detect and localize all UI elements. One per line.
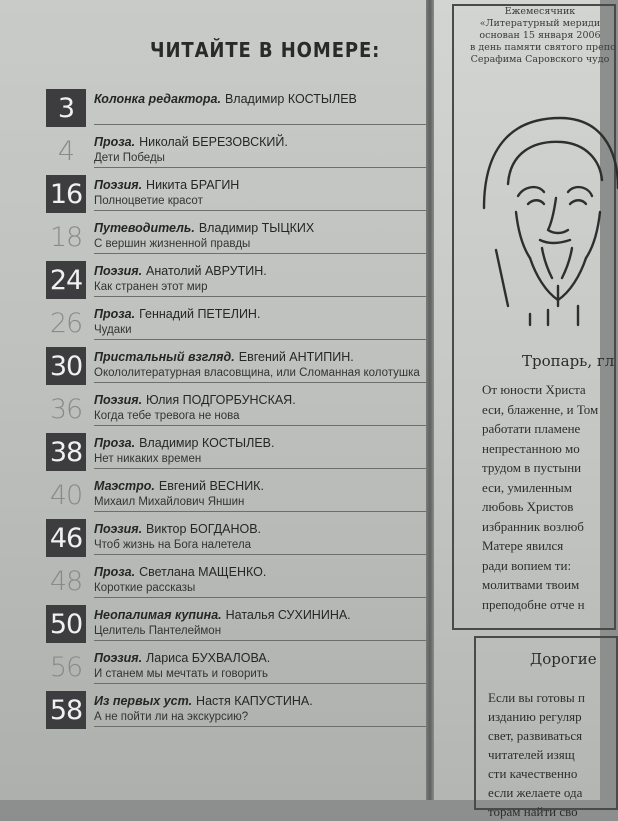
article-title: С вершин жизненной правды: [94, 238, 251, 250]
author: Светлана МАЩЕНКО.: [139, 565, 267, 579]
author: Евгений АНТИПИН.: [238, 350, 354, 364]
divider: [94, 597, 426, 598]
rubric: Поэзия.: [94, 651, 143, 665]
table-of-contents: [46, 88, 426, 733]
masthead-line: Ежемесячник: [504, 6, 576, 17]
appeal-title: Дорогие: [530, 650, 597, 668]
page-number: 4: [57, 135, 75, 167]
rubric: Проза.: [94, 436, 136, 450]
page-number: 58: [46, 691, 86, 729]
divider: [94, 683, 426, 684]
rubric: Поэзия.: [94, 178, 143, 192]
saint-icon-illustration: [478, 100, 600, 330]
masthead-line: «Литературный мериди: [479, 18, 601, 29]
article-title: Чтоб жизнь на Бога налетела: [94, 539, 252, 551]
page-number: 46: [46, 519, 86, 557]
divider: [94, 511, 426, 512]
rubric: Поэзия.: [94, 522, 143, 536]
troparion-line: преподобне отче н: [482, 596, 585, 612]
toc-item: [46, 518, 426, 561]
author: Владимир ТЫЦКИХ: [198, 221, 315, 235]
article-title: Дети Победы: [94, 152, 165, 164]
troparion-line: трудом в пустыни: [482, 460, 582, 475]
author: Владимир КОСТЫЛЕВ.: [139, 436, 275, 450]
appeal-line: свет, развиваться: [488, 728, 583, 743]
page-number: 48: [49, 565, 83, 597]
masthead-line: Серафима Саровского чудо: [470, 54, 610, 65]
author: Никита БРАГИН: [146, 178, 240, 192]
toc-item: [46, 647, 426, 690]
toc-item: [46, 432, 426, 475]
page-number: 36: [49, 393, 83, 425]
article-title: Когда тебе тревога не нова: [94, 410, 240, 422]
article-title: Окололитературная власовщина, или Сломанная колотушка: [94, 367, 420, 379]
appeal-line: если желаете ода: [488, 785, 583, 800]
book-spine: [426, 0, 434, 800]
article-title: Нет никаких времен: [94, 453, 202, 465]
appeal-line: изданию регуляр: [488, 709, 582, 724]
troparion-line: любовь Христов: [482, 499, 574, 514]
author: Наталья СУХИНИНА.: [225, 608, 351, 622]
toc-item: [46, 131, 426, 174]
appeal-line: Если вы готовы п: [488, 690, 585, 705]
masthead-line: в день памяти святого препо: [470, 42, 616, 53]
toc-item: [46, 303, 426, 346]
rubric: Колонка редактора.: [94, 92, 221, 106]
troparion-line: непрестанною мо: [482, 440, 580, 456]
toc-item: [46, 346, 426, 389]
troparion-line: работати пламене: [482, 421, 581, 436]
article-title: И станем мы мечтать и говорить: [94, 668, 269, 680]
divider: [94, 296, 426, 297]
article-title: А не пойти ли на экскурсию?: [94, 711, 249, 723]
author: Геннадий ПЕТЕЛИН.: [139, 307, 261, 321]
toc-item: [46, 604, 426, 647]
article-title: Михаил Михайлович Яншин: [94, 496, 245, 508]
divider: [94, 425, 426, 426]
masthead-line: основан 15 января 2006: [479, 30, 601, 41]
troparion-text: [482, 380, 602, 614]
divider: [94, 554, 426, 555]
toc-heading: ЧИТАЙТЕ В НОМЕРЕ:: [150, 38, 381, 62]
troparion-line: От юности Христа: [482, 382, 586, 397]
page-number: 50: [46, 605, 86, 643]
rubric: Проза.: [94, 307, 136, 321]
troparion-line: избранник возлюб: [482, 518, 584, 534]
troparion-line: еси, блаженне, и Том: [482, 401, 599, 417]
rubric: Поэзия.: [94, 393, 143, 407]
divider: [94, 339, 426, 340]
rubric: Поэзия.: [94, 264, 143, 278]
page-number: 16: [46, 175, 86, 213]
divider: [94, 253, 426, 254]
author: Анатолий АВРУТИН.: [146, 264, 267, 278]
author: Николай БЕРЕЗОВСКИЙ.: [139, 135, 288, 149]
appeal-line: читателей изящ: [488, 747, 575, 762]
page-number: 38: [46, 433, 86, 471]
appeal-line: торам найти сво: [488, 804, 578, 819]
troparion-line: еси, умиленным: [482, 479, 572, 495]
toc-item: [46, 389, 426, 432]
troparion-line: молитвами твоим: [482, 577, 580, 592]
rubric: Проза.: [94, 135, 136, 149]
article-title: Как странен этот мир: [94, 281, 208, 293]
troparion-line: Матере явился: [482, 538, 564, 553]
toc-item: [46, 475, 426, 518]
article-title: Полноцветие красот: [94, 195, 203, 207]
troparion-line: ради вопием ти:: [482, 557, 572, 573]
article-title: Чудаки: [94, 324, 132, 336]
rubric: Проза.: [94, 565, 136, 579]
divider: [94, 124, 426, 125]
toc-item: [46, 561, 426, 604]
author: Юлия ПОДГОРБУНСКАЯ.: [146, 393, 296, 407]
page-number: 56: [49, 651, 83, 683]
article-title: Короткие рассказы: [94, 582, 196, 594]
divider: [94, 167, 426, 168]
divider: [94, 726, 426, 727]
author: Владимир КОСТЫЛЕВ: [224, 92, 357, 106]
troparion-title: Тропарь, гл: [522, 352, 615, 370]
rubric: Пристальный взгляд.: [94, 350, 235, 364]
author: Настя КАПУСТИНА.: [196, 694, 313, 708]
rubric: Путеводитель.: [94, 221, 195, 235]
page-number: 26: [49, 307, 83, 339]
author: Виктор БОГДАНОВ.: [146, 522, 262, 536]
page-number: 18: [49, 221, 83, 253]
masthead: [470, 6, 616, 66]
toc-item: [46, 217, 426, 260]
divider: [94, 210, 426, 211]
appeal-text: [488, 688, 608, 821]
divider: [94, 468, 426, 469]
divider: [94, 640, 426, 641]
appeal-line: сти качественно: [488, 766, 578, 781]
article-title: Целитель Пантелеймон: [94, 625, 222, 637]
toc-item: [46, 690, 426, 733]
page-number: 40: [49, 479, 83, 511]
toc-item: [46, 260, 426, 303]
page-number: 24: [46, 261, 86, 299]
rubric: Из первых уст.: [94, 694, 193, 708]
toc-item: [46, 174, 426, 217]
page-number: 3: [46, 89, 86, 127]
page-number: 30: [46, 347, 86, 385]
rubric: Неопалимая купина.: [94, 608, 222, 622]
toc-item: [46, 88, 426, 131]
author: Лариса БУХВАЛОВА.: [146, 651, 271, 665]
author: Евгений ВЕСНИК.: [158, 479, 264, 493]
divider: [94, 382, 426, 383]
rubric: Маэстро.: [94, 479, 155, 493]
